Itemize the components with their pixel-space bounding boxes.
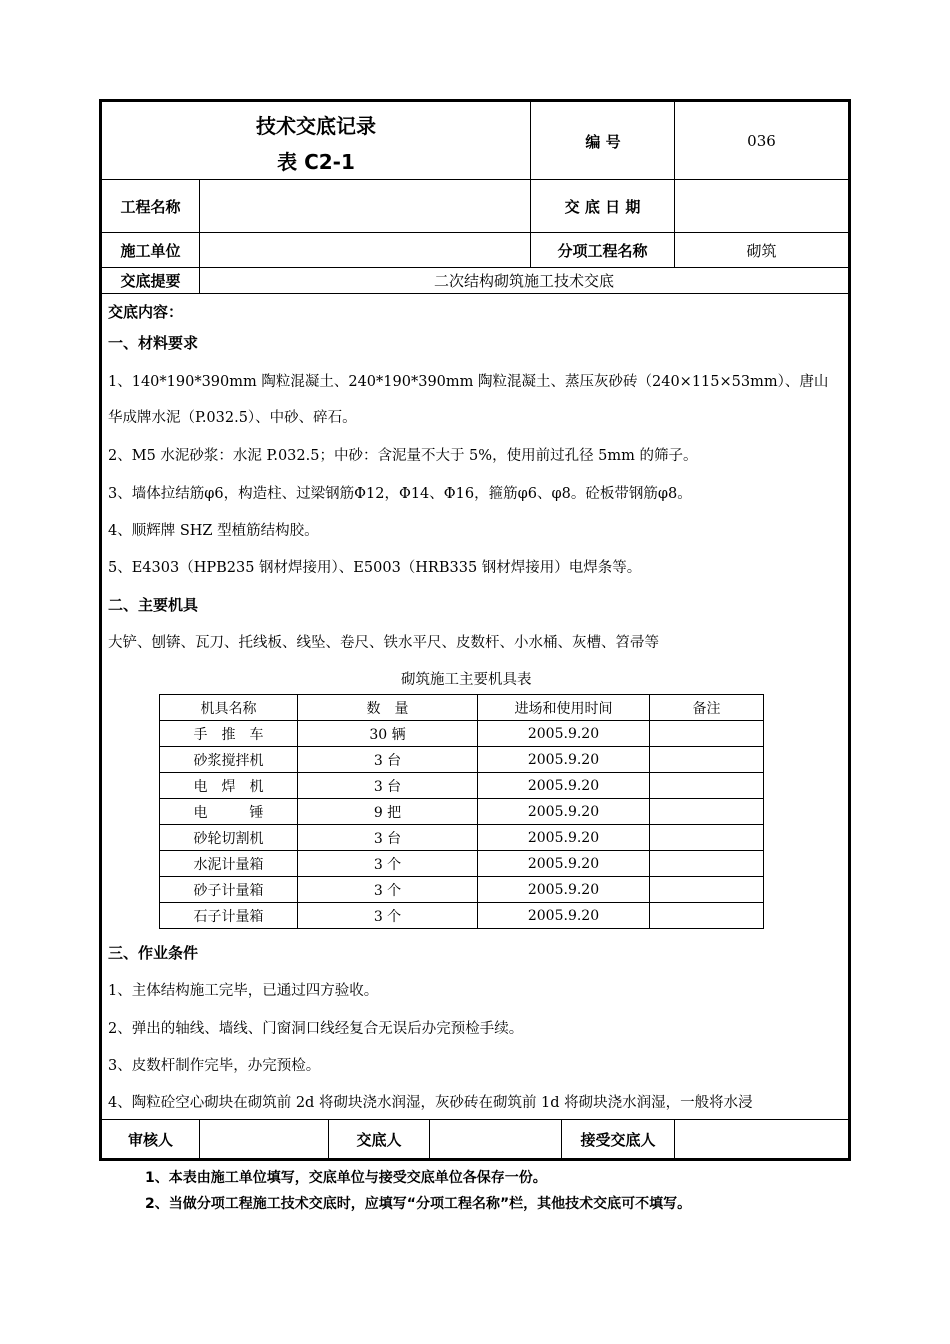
table-row bbox=[160, 825, 764, 851]
material-line: 2、M5 水泥砂浆：水泥 P.032.5；中砂：含泥量不大于 5%，使用前过孔径 5mm 的筛子。 bbox=[108, 448, 698, 464]
table-cell bbox=[650, 773, 764, 799]
divider bbox=[102, 293, 848, 294]
table-cell bbox=[650, 721, 764, 747]
table-cell: 2005.9.20 bbox=[478, 851, 650, 877]
tools-line: 大铲、刨锛、瓦刀、托线板、线坠、卷尺、铁水平尺、皮数杆、小水桶、灰槽、笤帚等 bbox=[108, 635, 659, 651]
material-line: 1、140*190*390mm 陶粒混凝土、240*190*390mm 陶粒混凝土、蒸压灰砂砖（240×115×53mm）、唐山 bbox=[108, 374, 829, 390]
table-cell: 2005.9.20 bbox=[478, 747, 650, 773]
table-cell: 2005.9.20 bbox=[478, 825, 650, 851]
table-cell: 3 个 bbox=[298, 851, 478, 877]
presenter-label: 交底人 bbox=[356, 1130, 402, 1149]
condition-line: 3、皮数杆制作完毕，办完预检。 bbox=[108, 1058, 321, 1074]
contractor-label: 施工单位 bbox=[120, 241, 181, 260]
equipment-table bbox=[159, 694, 764, 929]
subproject-value: 砌筑 bbox=[746, 241, 777, 260]
table-cell: 3 台 bbox=[298, 773, 478, 799]
summary-value: 二次结构砌筑施工技术交底 bbox=[433, 272, 614, 290]
table-cell: 3 台 bbox=[298, 747, 478, 773]
header-cell: 进场和使用时间 bbox=[478, 695, 650, 721]
table-cell: 2005.9.20 bbox=[478, 773, 650, 799]
footnote: 1、本表由施工单位填写，交底单位与接受交底单位各保存一份。 bbox=[145, 1170, 547, 1186]
project-name-label: 工程名称 bbox=[120, 197, 181, 216]
date-label: 交 底 日 期 bbox=[564, 197, 641, 216]
table-cell: 9 把 bbox=[298, 799, 478, 825]
project-name-field[interactable] bbox=[200, 180, 530, 232]
table-cell: 2005.9.20 bbox=[478, 903, 650, 929]
table-cell: 2005.9.20 bbox=[478, 877, 650, 903]
table-cell: 30 辆 bbox=[298, 721, 478, 747]
material-line: 5、E4303（HPB235 钢材焊接用）、E5003（HRB335 钢材焊接用）电焊条等。 bbox=[108, 560, 642, 576]
header-cell: 数 量 bbox=[298, 695, 478, 721]
condition-line: 1、主体结构施工完毕，已通过四方验收。 bbox=[108, 983, 379, 999]
table-row bbox=[160, 877, 764, 903]
section2-title: 二、主要机具 bbox=[108, 596, 199, 614]
table-cell bbox=[650, 903, 764, 929]
table-row bbox=[160, 851, 764, 877]
table-cell: 砂轮切割机 bbox=[160, 825, 298, 851]
form-number: 表 C2-1 bbox=[277, 149, 355, 174]
summary-label: 交底提要 bbox=[120, 272, 181, 290]
number-label: 编 号 bbox=[585, 132, 621, 151]
table-cell: 砂子计量箱 bbox=[160, 877, 298, 903]
reviewer-field[interactable] bbox=[200, 1120, 328, 1158]
header-cell: 机具名称 bbox=[160, 695, 298, 721]
presenter-field[interactable] bbox=[430, 1120, 561, 1158]
table-row bbox=[160, 773, 764, 799]
table-cell bbox=[650, 799, 764, 825]
material-line: 3、墙体拉结筋φ6，构造柱、过梁钢筋Φ12，Φ14、Φ16，箍筋φ6、φ8。砼板带钢筋φ8。 bbox=[108, 486, 692, 502]
table-cell: 水泥计量箱 bbox=[160, 851, 298, 877]
table-caption: 砌筑施工主要机具表 bbox=[401, 672, 532, 688]
table-row bbox=[160, 721, 764, 747]
material-line: 华成牌水泥（P.032.5）、中砂、碎石。 bbox=[108, 410, 357, 426]
table-row bbox=[160, 799, 764, 825]
table-cell: 砂浆搅拌机 bbox=[160, 747, 298, 773]
subproject-label: 分项工程名称 bbox=[557, 241, 648, 260]
receiver-field[interactable] bbox=[675, 1120, 848, 1158]
table-cell: 手 推 车 bbox=[160, 721, 298, 747]
date-field[interactable] bbox=[675, 180, 848, 232]
table-cell bbox=[650, 825, 764, 851]
table-cell bbox=[650, 747, 764, 773]
section1-title: 一、材料要求 bbox=[108, 334, 199, 352]
table-cell: 3 个 bbox=[298, 877, 478, 903]
table-row bbox=[160, 747, 764, 773]
content-heading: 交底内容： bbox=[108, 303, 184, 321]
condition-line: 2、弹出的轴线、墙线、门窗洞口线经复合无误后办完预检手续。 bbox=[108, 1021, 524, 1037]
footnote: 2、当做分项工程施工技术交底时，应填写“分项工程名称”栏，其他技术交底可不填写。 bbox=[145, 1196, 692, 1212]
section3-title: 三、作业条件 bbox=[108, 944, 199, 962]
table-cell: 2005.9.20 bbox=[478, 721, 650, 747]
table-header-row bbox=[160, 695, 764, 721]
material-line: 4、顺辉牌 SHZ 型植筋结构胶。 bbox=[108, 523, 319, 539]
table-cell: 3 个 bbox=[298, 903, 478, 929]
table-cell: 电 锤 bbox=[160, 799, 298, 825]
reviewer-label: 审核人 bbox=[127, 1130, 173, 1149]
number-value: 036 bbox=[747, 132, 776, 150]
table-cell bbox=[650, 851, 764, 877]
condition-line: 4、陶粒砼空心砌块在砌筑前 2d 将砌块浇水润湿，灰砂砖在砌筑前 1d 将砌块浇水润湿，一般将水浸 bbox=[108, 1095, 753, 1111]
contractor-field[interactable] bbox=[200, 233, 530, 267]
form-title: 技术交底记录 bbox=[256, 113, 376, 138]
table-cell: 石子计量箱 bbox=[160, 903, 298, 929]
table-cell: 3 台 bbox=[298, 825, 478, 851]
receiver-label: 接受交底人 bbox=[580, 1130, 656, 1149]
header-cell: 备注 bbox=[650, 695, 764, 721]
table-cell: 2005.9.20 bbox=[478, 799, 650, 825]
table-cell bbox=[650, 877, 764, 903]
table-cell: 电 焊 机 bbox=[160, 773, 298, 799]
table-row bbox=[160, 903, 764, 929]
